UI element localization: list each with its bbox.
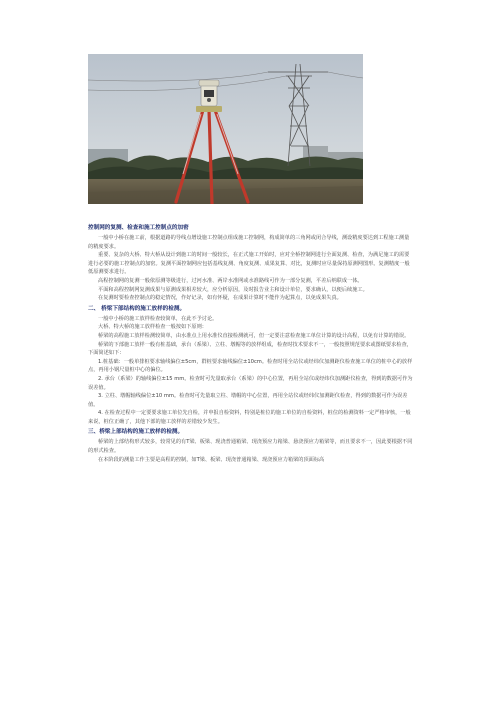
paragraph: 一般中小桥的施工放样检查较简单，在此不予讨论。 [98, 315, 218, 322]
paragraph: 桥梁的上部结构形式较多，较常见的有T梁、板梁、现浇普通箱梁、现浇预应力箱梁、悬浇预应力箱梁等，而且要求不一，因此要根据不同的形式检查。 [88, 439, 413, 455]
paragraph: 桥梁的下部施工放样一般有桩基础，承台（系梁）、立柱、墩帽等的放样组成，检查时技术要求不一，一般按照规范要求或图纸要求检查，下面简述如下： [88, 341, 412, 357]
paragraph: 大桥、特大桥的施工放样检查一般按如下原则： [98, 324, 207, 331]
paragraph: 高程控制网的复测一般依原测等级进行，过河水准、两岸水准网或水准路线可作为一部分复测，平差后纳联成一体。 [98, 277, 363, 284]
surveying-instrument-photo [88, 54, 363, 204]
paragraph: 3. 立柱、墩帽轴线偏位±10 mm。检查时可先量取立柱、墩帽的中心位置，再用全站仪或经纬仪加测距仪检查，得到的数据可作为误差值。 [88, 393, 408, 408]
paragraph: 一般中小桥在施工前，根据道路的导线点增设施工控制点组成施工控制网，构成简单的三角网或闭合导线，测设精度要达到工程施工测量的精度要求。 [88, 235, 410, 250]
construction-site-photo [88, 54, 363, 204]
paragraph: 在本阶段的测量工作主要是高程的控制，如T梁、板梁、现浇普通箱梁、现浇预应力箱梁的顶面标高 [98, 456, 325, 463]
paragraph: 重要、复杂的大桥、特大桥从设计到施工的时间一般较长，在正式施工开始时，应对全桥控制网进行全面复测、检查，为满足施工的需要进行必要的施工控制点的加密。复测平面控制网应包括基线复测、角度复测、成果复算、对比，复测时应尽量保持原测网图形。复测精度一般低原测要求进行。 [88, 252, 410, 276]
paragraph: 在复测时要检查控制点的稳定情况，作好记录，如有怀疑，在成果计算时不能作为起算点，以免成果失真。 [98, 295, 342, 302]
section-heading-superstructure: 三、桥梁上部结构的施工放样的检测。 [88, 429, 184, 436]
document-body [88, 224, 413, 464]
paragraph: 1.桩基础：一般单排桩要求轴线偏位±5cm，群桩要求轴线偏位±10cm。检查时用全站仪或经纬仪加测距仪检查施工单位的桩中心的放样点，再用小钢尺量桩中心的偏位。 [88, 358, 413, 374]
paragraph: 2. 承台（系梁）的轴线偏位±15 mm。检查时可先量取承台（系梁）的中心位置，再用全站仪或经纬仪加测距仪检查，得到的数据可作为误差值。 [88, 375, 413, 391]
paragraph: 桥梁的高程施工放样检测较简单，由水准点上用水准仪直接检测就可，但一定要注意检查施工单位计算的设计高程，以免有计算的错误。 [98, 332, 410, 339]
section-heading-control-network: 控制网的复测、检查和施工控制点的加密 [88, 225, 189, 231]
paragraph: 4. 在检查过程中一定要要求施工单位先自检，并申报自检资料，特别是桩位的施工单位的自检资料，桩位的检测资料一定严格审核，一般来说，桩位正确了，其他下部的施工放样的差错较少发生。 [88, 410, 411, 425]
paragraph: 平面和高程控制网复测成果与原测成果相差较大，应分析原因，及时报告业主和设计单位，要求确认，以便后续施工。 [98, 286, 368, 293]
section-heading-substructure: 二、 桥梁下部结构的施工放样的检测。 [88, 305, 186, 312]
